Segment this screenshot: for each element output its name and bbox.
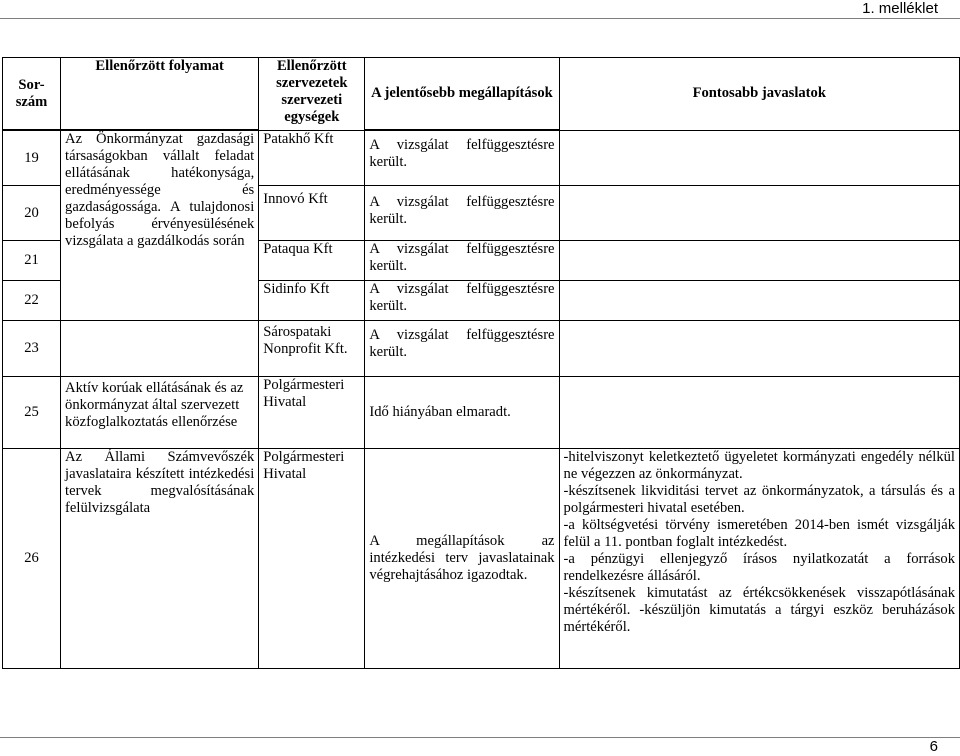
header-rule: [0, 0, 960, 19]
org-cell: Sárospataki Nonprofit Kft.: [259, 321, 365, 377]
recommendation-cell: [559, 449, 959, 669]
header-folyamat: Ellenőrzött folyamat: [61, 58, 259, 130]
table-row: [3, 131, 960, 186]
row-number: 22: [3, 281, 61, 321]
header-javaslatok: Fontosabb javaslatok: [559, 58, 959, 131]
page-number: 6: [929, 738, 938, 755]
recommendation-cell: [559, 241, 959, 281]
org-cell: Polgármesteri Hivatal: [259, 377, 365, 449]
finding-cell: A vizsgálat felfüggesztésre került.: [365, 186, 559, 241]
audit-table: [2, 57, 960, 669]
finding-cell: A vizsgálat felfüggesztésre került.: [365, 281, 559, 321]
footer-rule: [0, 737, 960, 738]
row-number: 21: [3, 241, 61, 281]
table-row: [3, 377, 960, 449]
header-egysegek: Ellenőrzött szervezetek szervezeti egységek: [259, 58, 365, 131]
recommendation-cell: [559, 281, 959, 321]
org-cell: Sidinfo Kft: [259, 281, 365, 321]
table-row: [3, 321, 960, 377]
org-cell: Polgármesteri Hivatal: [259, 449, 365, 669]
recommendation-item: -hitelviszonyt keletkeztető ügyeletet kormányzati engedély nélkül ne végezzen az önkormányzat.: [563, 449, 955, 482]
org-cell: Patakhő Kft: [259, 131, 365, 186]
recommendation-cell: [559, 321, 959, 377]
annex-label: 1. melléklet: [862, 0, 938, 17]
recommendation-cell: [559, 186, 959, 241]
row-number: 19: [3, 131, 61, 186]
process-cell: Az Önkormányzat gazdasági társaságokban vállalt feladat ellátásának hatékonysága, eredményessége és gazdaságossága. A tulajdonosi befolyás érvényesülésének vizsgálata a gazdálkodás során: [61, 131, 259, 321]
header-row: [3, 58, 960, 130]
table-row: [3, 449, 960, 669]
finding-cell: A megállapítások az intézkedési terv javaslatainak végrehajtásához igazodtak.: [365, 449, 559, 669]
finding-cell: A vizsgálat felfüggesztésre került.: [365, 321, 559, 377]
header-sorszam: Sor-szám: [3, 58, 61, 130]
row-number: 25: [3, 377, 61, 449]
row-number: 26: [3, 449, 61, 669]
recommendation-cell: [559, 131, 959, 186]
finding-cell: Idő hiányában elmaradt.: [365, 377, 559, 449]
process-cell: Aktív korúak ellátásának és az önkormányzat által szervezett közfoglalkoztatás ellenőrzése: [61, 377, 259, 449]
org-cell: Pataqua Kft: [259, 241, 365, 281]
org-cell: Innovó Kft: [259, 186, 365, 241]
process-cell: Az Állami Számvevőszék javaslataira készített intézkedési tervek megvalósításának felülvizsgálata: [61, 449, 259, 669]
row-number: 20: [3, 186, 61, 241]
finding-cell: A vizsgálat felfüggesztésre került.: [365, 241, 559, 281]
finding-cell: A vizsgálat felfüggesztésre került.: [365, 131, 559, 186]
process-cell-empty: [61, 321, 259, 377]
header-megallapitasok: A jelentősebb megállapítások: [365, 58, 559, 130]
recommendation-item: -a költségvetési törvény ismeretében 2014-ben ismét vizsgálják felül a 11. pontban foglalt intézkedést.: [563, 517, 955, 550]
recommendation-item: -a pénzügyi ellenjegyző írásos nyilatkozatát a források rendelkezésre állásáról.: [563, 551, 955, 584]
recommendation-item: -készítsenek likviditási tervet az önkormányzatok, a társulás és a polgármesteri hivatal esetében.: [563, 483, 955, 516]
recommendation-item: -készítsenek kimutatást az értékcsökkenések visszapótlásának mértékéről. -készüljön kimutatás a tárgyi eszköz beruházások mértékéről.: [563, 585, 955, 635]
recommendation-cell: [559, 377, 959, 449]
row-number: 23: [3, 321, 61, 377]
